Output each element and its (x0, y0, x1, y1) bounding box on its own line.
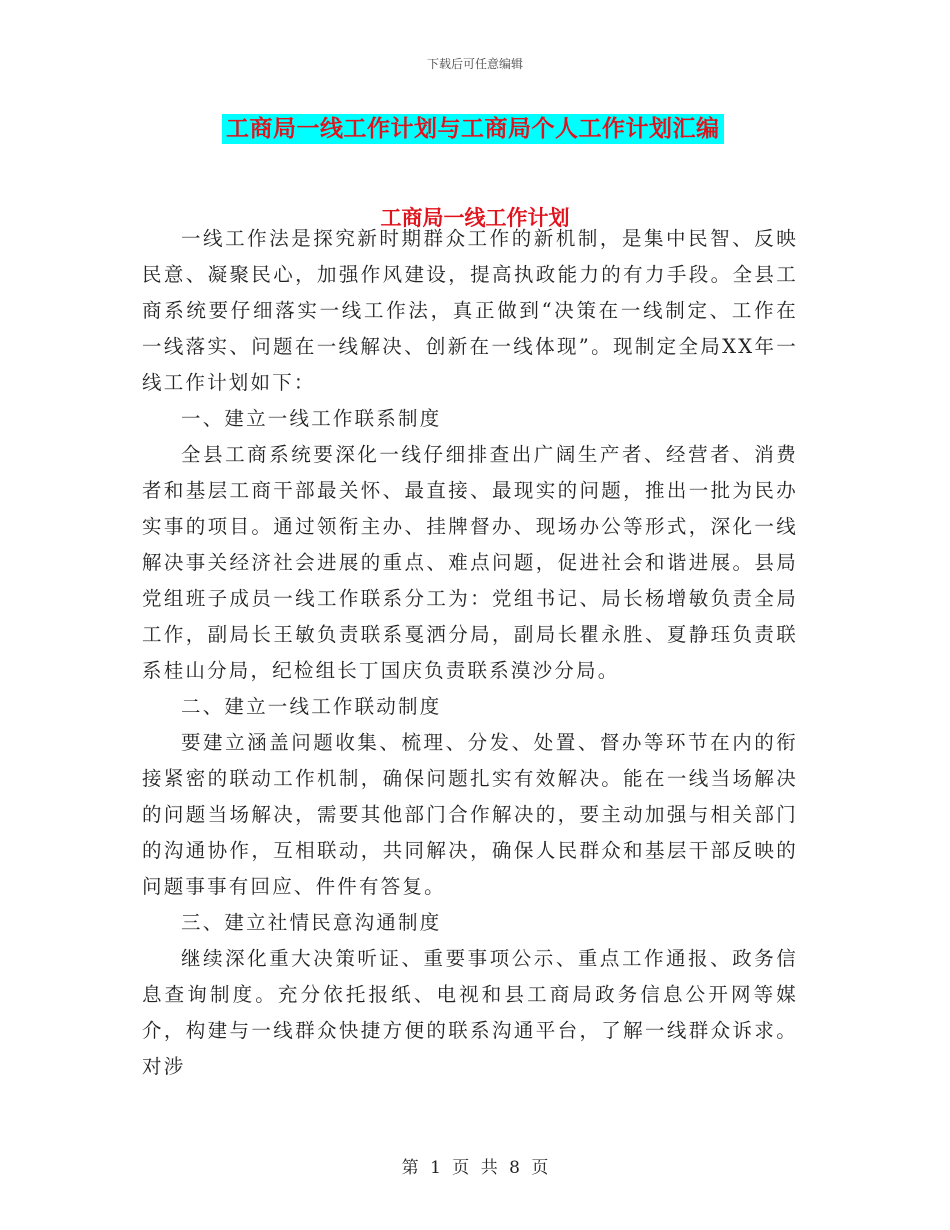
section-paragraph-1: 全县工商系统要深化一线仔细排查出广阔生产者、经营者、消费者和基层工商干部最关怀、最直接、最现实的问题，推出一批为民办实事的项目。通过领衔主办、挂牌督办、现场办公等形式，深化一线解决事关经济社会进展的重点、难点问题，促进社会和谐进展。县局党组班子成员一线工作联系分工为：党组书记、局长杨增敏负责全局工作，副局长王敏负责联系戛洒分局，副局长瞿永胜、夏静珏负责联系桂山分局，纪检组长丁国庆负责联系漠沙分局。 (142, 443, 798, 682)
page-header-note: 下载后可任意编辑 (426, 57, 523, 71)
section-heading-2: 二、建立一线工作联动制度 (181, 695, 442, 718)
section-heading-3: 三、建立社情民意沟通制度 (181, 911, 442, 934)
document-body (142, 221, 798, 1085)
section-paragraph-3: 继续深化重大决策听证、重要事项公示、重点工作通报、政务信息查询制度。充分依托报纸、电视和县工商局政务信息公开网等媒介，构建与一线群众快捷方便的联系沟通平台，了解一线群众诉求。对涉 (142, 947, 798, 1078)
section-paragraph-2: 要建立涵盖问题收集、梳理、分发、处置、督办等环节在内的衔接紧密的联动工作机制，确保问题扎实有效解决。能在一线当场解决的问题当场解决，需要其他部门合作解决的，要主动加强与相关部门的沟通协作，互相联动，共同解决，确保人民群众和基层干部反映的问题事事有回应、件件有答复。 (142, 731, 798, 898)
section-title: 工商局一线工作计划 (380, 205, 570, 230)
document-main-title: 工商局一线工作计划与工商局个人工作计划汇编 (222, 114, 724, 144)
page-footer: 第 1 页 共 8 页 (401, 1158, 549, 1178)
intro-paragraph: 一线工作法是探究新时期群众工作的新机制，是集中民智、反映民意、凝聚民心，加强作风建设，提高执政能力的有力手段。全县工商系统要仔细落实一线工作法，真正做到“决策在一线制定、工作在一线落实、问题在一线解决、创新在一线体现”。现制定全局XX年一线工作计划如下： (142, 227, 798, 394)
section-heading-1: 一、建立一线工作联系制度 (181, 407, 442, 430)
